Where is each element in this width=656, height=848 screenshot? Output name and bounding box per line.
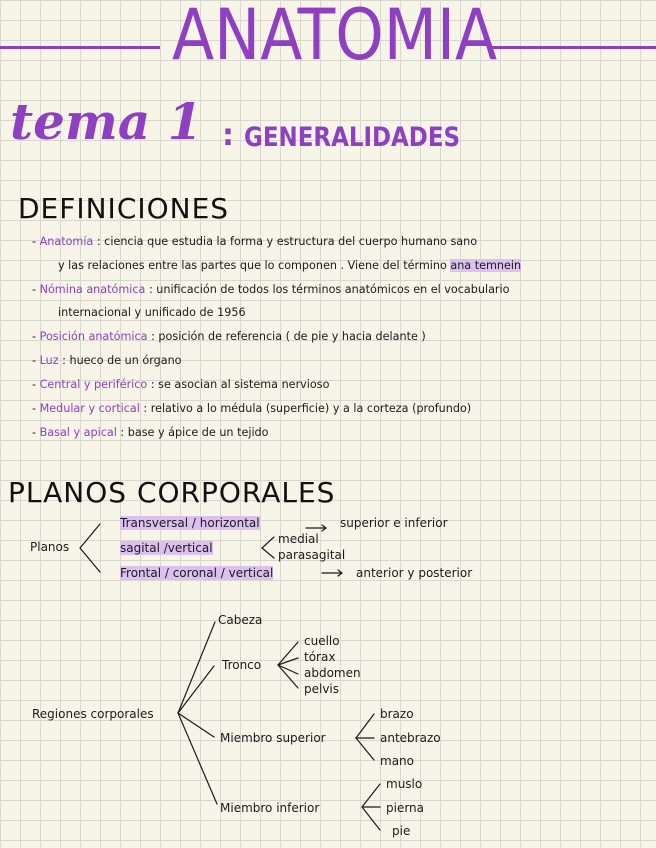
definition-item: - Anatomía : ciencia que estudia la forma y estructura del cuerpo humano sano (32, 235, 478, 248)
region-lower-child: pierna (386, 801, 425, 815)
plane-transversal-result: superior e inferior (340, 516, 448, 530)
planes-heading: PLANOS CORPORALES (8, 476, 336, 509)
plane-sagital (120, 541, 213, 555)
region-lower-child: muslo (386, 777, 423, 791)
plane-frontal-result: anterior y posterior (356, 566, 473, 580)
regions-root-label: Regiones corporales (32, 707, 154, 721)
title-rule-right (488, 46, 656, 49)
definition-item: - Basal y apical : base y ápice de un tejido (32, 426, 269, 439)
plane-frontal (120, 566, 273, 580)
definition-item: - Nómina anatómica : unificación de todos los términos anatómicos en el vocabulario (32, 283, 510, 296)
definition-item: - Medular y cortical : relativo a lo médula (superficie) y a la corteza (profundo) (32, 402, 472, 415)
region-upper-child: mano (380, 754, 414, 768)
definition-text: : hueco de un órgano (62, 354, 182, 367)
plane-transversal-label: Transversal / horizontal (120, 516, 260, 530)
page-title: ANATOMIA (172, 0, 498, 76)
region-trunk-child: cuello (304, 634, 340, 648)
definition-term: Central y periférico (39, 378, 148, 391)
definition-continuation (58, 306, 246, 319)
definition-text: : unificación de todos los términos anatómicos en el vocabulario (148, 283, 510, 296)
definition-text: : base y ápice de un tejido (120, 426, 269, 439)
plane-frontal-label: Frontal / coronal / vertical (120, 566, 274, 580)
region-lower-child: pie (392, 824, 411, 838)
region-upper-child: brazo (380, 707, 414, 721)
plane-transversal (120, 516, 260, 530)
definition-item: - Posición anatómica : posición de referencia ( de pie y hacia delante ) (32, 330, 426, 343)
definition-text: internacional y unificado de 1956 (58, 306, 246, 319)
definition-text: : posición de referencia ( de pie y hacia delante ) (151, 330, 426, 343)
definition-term: Anatomía (39, 235, 94, 248)
definition-text: y las relaciones entre las partes que lo componen . Viene del término (58, 259, 451, 272)
region-trunk-child: tórax (304, 650, 336, 664)
definition-text: : se asocian al sistema nervioso (150, 378, 330, 391)
topic-subtitle: GENERALIDADES (244, 122, 461, 153)
topic-label: tema 1 (10, 92, 203, 151)
definition-term: Nómina anatómica (39, 283, 146, 296)
definition-term: Medular y cortical (39, 402, 140, 415)
definition-text: : ciencia que estudia la forma y estructura del cuerpo humano sano (96, 235, 478, 248)
planes-root-label: Planos (30, 540, 70, 554)
definition-item: - Luz : hueco de un órgano (32, 354, 182, 367)
definition-item: - Central y periférico : se asocian al sistema nervioso (32, 378, 330, 391)
topic-colon: : (222, 118, 234, 153)
region-upper-child: antebrazo (380, 731, 441, 745)
highlighted-term: ana temnein (450, 259, 522, 272)
plane-sagital-child: parasagital (278, 548, 346, 562)
plane-sagital-label: sagital /vertical (120, 541, 213, 555)
region-lower-limb: Miembro inferior (220, 801, 320, 815)
region-head: Cabeza (218, 613, 263, 627)
title-rule-left (0, 46, 160, 49)
definition-term: Basal y apical (39, 426, 117, 439)
plane-sagital-child: medial (278, 532, 319, 546)
definition-text: : relativo a lo médula (superficie) y a la corteza (profundo) (143, 402, 472, 415)
region-trunk-child: abdomen (304, 666, 361, 680)
definition-term: Luz (39, 354, 59, 367)
definition-term: Posición anatómica (39, 330, 148, 343)
region-trunk-child: pelvis (304, 682, 340, 696)
region-upper-limb: Miembro superior (220, 731, 326, 745)
definition-continuation (58, 259, 521, 272)
region-trunk: Tronco (222, 658, 262, 672)
definitions-heading: DEFINICIONES (18, 192, 230, 225)
